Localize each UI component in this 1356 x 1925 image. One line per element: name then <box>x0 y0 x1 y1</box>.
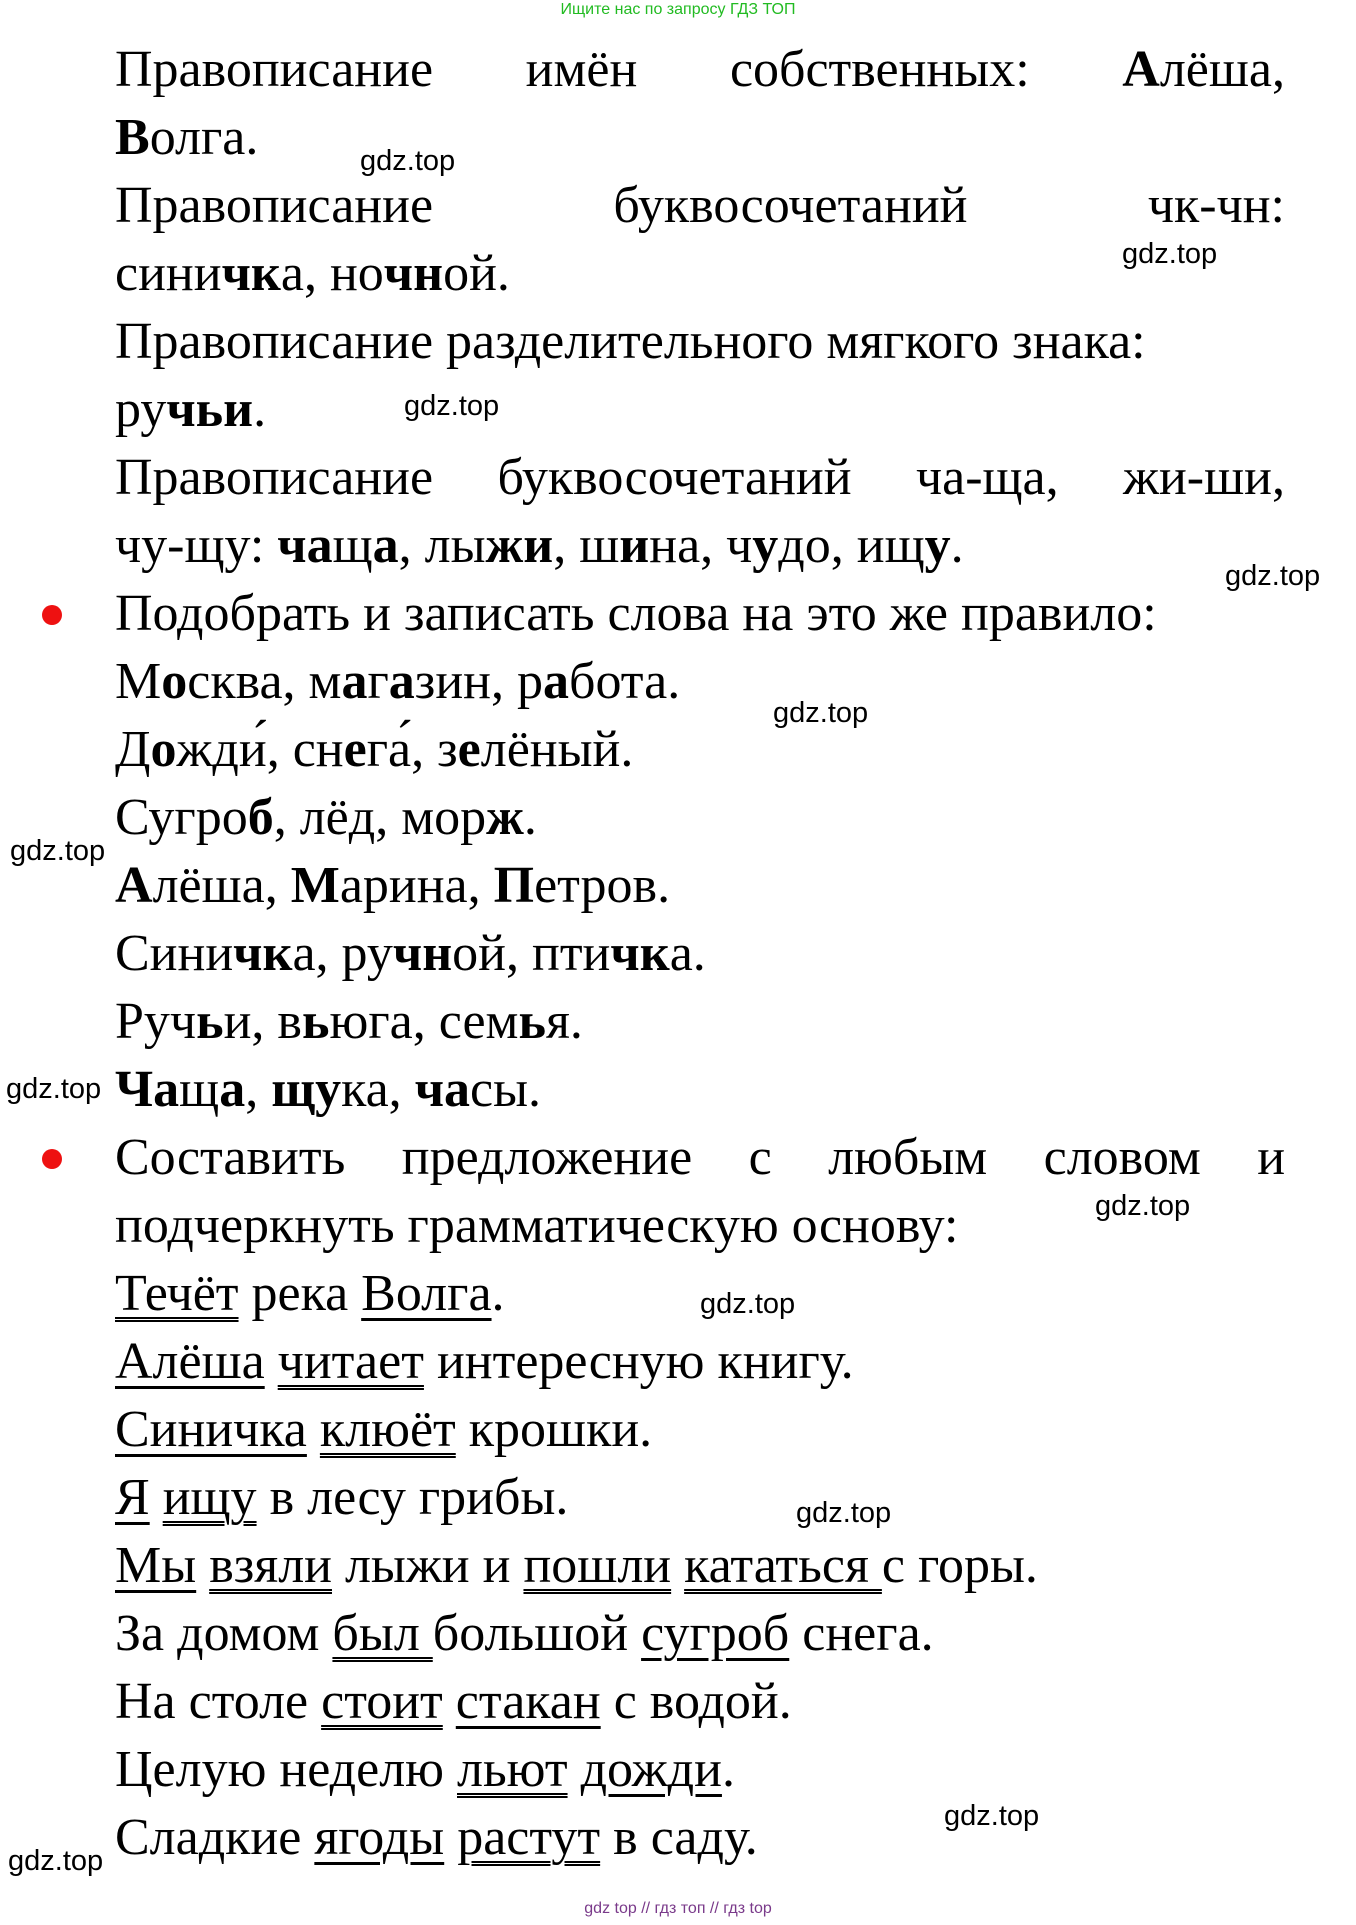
watermark: gdz.top <box>1225 560 1321 592</box>
sentence-4: Я ищу в лесу грибы. <box>115 1469 569 1526</box>
sentence-3: Синичка клюёт крошки. <box>115 1401 653 1458</box>
watermark: gdz.top <box>10 835 106 867</box>
rule-soft-sign-line2: ручьи. <box>115 381 267 438</box>
watermark: gdz.top <box>944 1800 1040 1832</box>
section2-title: Подобрать и записать слова на это же правило: <box>115 585 1157 642</box>
section2-line-7: Чаща, щука, часы. <box>115 1061 542 1118</box>
section2-line-3: Сугроб, лёд, морж. <box>115 789 537 846</box>
bullet-icon <box>42 605 62 625</box>
section3-title-line1: Составить предложение с любым словом и <box>115 1129 1286 1186</box>
watermark: gdz.top <box>8 1845 104 1877</box>
watermark: gdz.top <box>796 1497 892 1529</box>
sentence-2: Алёша читает интересную книгу. <box>115 1333 854 1390</box>
rule-soft-sign-line1: Правописание разделительного мягкого знака: <box>115 313 1146 370</box>
rule-chk-chn-line1: Правописание буквосочетаний чк-чн: <box>115 177 1286 234</box>
rule-proper-names-line2: Волга. <box>115 109 259 166</box>
watermark: gdz.top <box>773 697 869 729</box>
sentence-5: Мы взяли лыжи и пошли кататься с горы. <box>115 1537 1038 1594</box>
sentence-7: На столе стоит стакан с водой. <box>115 1673 792 1730</box>
sentence-6: За домом был большой сугроб снега. <box>115 1605 934 1662</box>
watermark: gdz.top <box>6 1073 102 1105</box>
watermark: gdz.top <box>1122 238 1218 270</box>
rule-proper-names-line1: Правописание имён собственных: Алёша, <box>115 41 1285 98</box>
section2-line-5: Синичка, ручной, птичка. <box>115 925 706 982</box>
section3-title-line2: подчеркнуть грамматическую основу: <box>115 1197 959 1254</box>
bullet-icon <box>42 1149 62 1169</box>
watermark: gdz.top <box>404 390 500 422</box>
section2-line-4: Алёша, Марина, Петров. <box>115 857 671 914</box>
header-note: Ищите нас по запросу ГДЗ ТОП <box>560 1 796 18</box>
watermark: gdz.top <box>360 145 456 177</box>
sentence-9: Сладкие ягоды растут в саду. <box>115 1809 758 1866</box>
section2-line-1: Москва, магазин, работа. <box>115 653 681 710</box>
sentence-8: Целую неделю льют дожди. <box>115 1741 735 1798</box>
rule-cha-scha-line1: Правописание буквосочетаний ча-ща, жи-ши, <box>115 449 1285 506</box>
rule-chk-chn-line2: синичка, ночной. <box>115 245 510 302</box>
example-alyosha: Алёша, <box>1122 41 1285 98</box>
sentence-1: Течёт река Волга. <box>115 1265 505 1322</box>
footer-note: gdz top // гдз топ // гдз top <box>584 1900 772 1917</box>
section2-line-6: Ручьи, вьюга, семья. <box>115 993 583 1050</box>
rule-cha-scha-line2: чу-щу: чаща, лыжи, шина, чудо, ищу. <box>115 517 964 574</box>
watermark: gdz.top <box>700 1288 796 1320</box>
watermark: gdz.top <box>1095 1190 1191 1222</box>
section2-line-2: Дожди́, снега́, зелёный. <box>115 721 634 778</box>
